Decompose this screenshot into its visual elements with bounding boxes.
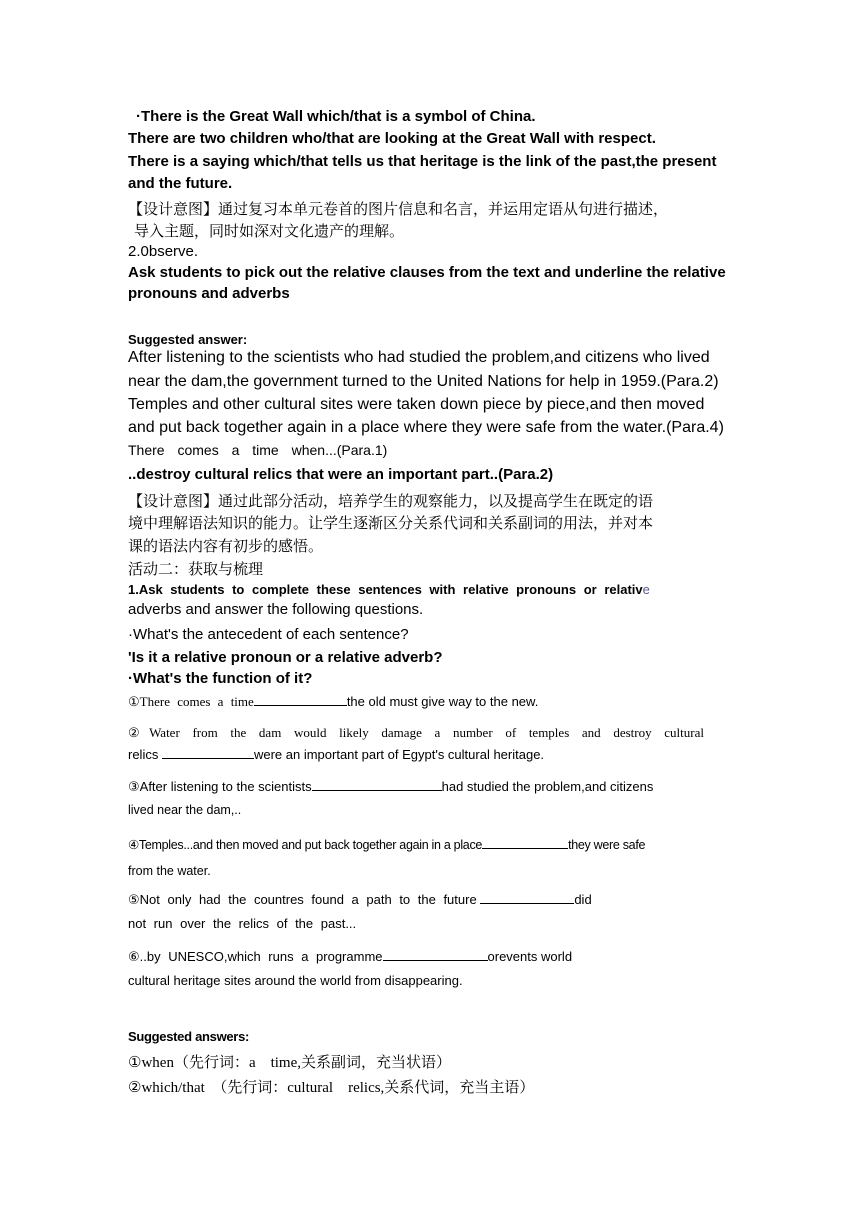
observe-task-line-1: Ask students to pick out the relative clauses from the text and underline the relative (128, 264, 726, 281)
sentence-2-line-2 (128, 746, 732, 762)
answer-1: ①when（先行词：a time,关系副词，充当状语） (128, 1055, 452, 1071)
activity-2-task-line-2: adverbs and answer the following questions. (128, 601, 424, 618)
observe-answer-line-2: near the dam,the government turned to the United Nations for help in 1959.(Para.2) (128, 373, 719, 390)
sentence-1-blank[interactable] (254, 693, 347, 706)
activity-2-title: 活动二：获取与梳理 (128, 562, 264, 578)
sentence-5-line-1 (128, 891, 732, 908)
sentence-5-line-2: not run over the relics of the past... (128, 916, 357, 931)
observe-answer-line-6: ..destroy cultural relics that were an important part..(Para.2) (128, 466, 554, 483)
observe-answer-line-5: There comes a time when...(Para.1) (128, 442, 388, 458)
observe-task-line-2: pronouns and adverbs (128, 285, 290, 302)
sentence-4-blank[interactable] (482, 836, 568, 849)
sentence-6-part-b: orevents world (487, 949, 573, 964)
sentence-5-part-a: ⑤Not only had the countres found a path to the future (128, 892, 477, 907)
suggested-answers-label: Suggested answers: (128, 1029, 250, 1044)
sentence-5-blank[interactable] (480, 891, 574, 904)
sentence-1-part-b: the old must give way to the new. (346, 694, 539, 709)
observe-answer-line-1: After listening to the scientists who had studied the problem,and citizens who lived (128, 349, 710, 366)
observe-answer-line-4: and put back together again in a place where they were safe from the water.(Para.4) (128, 419, 724, 436)
sentence-2-line-1: ②Water from the dam would likely damage a number of temples and destroy cultural (128, 725, 704, 740)
sentence-4-line-1 (128, 836, 732, 852)
sentence-6-part-a: ⑥..by UNESCO,which runs a programme (128, 949, 383, 964)
intro-line-4: and the future. (128, 175, 233, 192)
design-intent-2-line-1: 【设计意图】通过此部分活动，培养学生的观察能力，以及提高学生在既定的语 (128, 494, 654, 510)
design-intent-2-line-3: 课的语法内容有初步的感悟。 (128, 539, 324, 555)
design-intent-1-line-1: 【设计意图】通过复习本单元卷首的图片信息和名言，并运用定语从句进行描述， (128, 202, 669, 218)
suggested-answer-label: Suggested answer: (128, 332, 248, 347)
sentence-6-line-2: cultural heritage sites around the world from disappearing. (128, 973, 463, 988)
sentence-3-part-b: had studied the problem,and citizens (441, 779, 654, 794)
observe-heading: 2.0bserve. (128, 243, 199, 260)
sentence-6-blank[interactable] (383, 948, 488, 961)
intro-line-2: There are two children who/that are looking at the Great Wall with respect. (128, 130, 656, 147)
sentence-4-line-2: from the water. (128, 864, 211, 878)
question-1: ·What's the antecedent of each sentence? (128, 626, 409, 643)
answer-2: ②which/that （先行词：cultural relics,关系代词，充当主语） (128, 1080, 535, 1096)
intro-line-3: There is a saying which/that tells us that heritage is the link of the past,the present (128, 153, 717, 170)
sentence-2-blank[interactable] (162, 746, 254, 759)
sentence-3-line-1 (128, 778, 732, 795)
activity-2-task-line-1-tail: e (642, 582, 650, 597)
sentence-5-part-b: did (574, 892, 592, 907)
design-intent-2-line-2: 境中理解语法知识的能力。让学生逐渐区分关系代词和关系副词的用法，并对本 (128, 516, 654, 532)
sentence-4-part-b: they were safe (568, 838, 646, 852)
sentence-2-part-a: relics (128, 747, 159, 762)
sentence-6-line-1 (128, 948, 732, 965)
intro-line-1: ·There is the Great Wall which/that is a symbol of China. (136, 108, 536, 125)
question-3: ·What's the function of it? (128, 670, 313, 687)
observe-answer-line-3: Temples and other cultural sites were taken down piece by piece,and then moved (128, 396, 705, 413)
sentence-1 (128, 693, 732, 710)
sentence-4-part-a: ④Temples...and then moved and put back together again in a place (128, 838, 483, 852)
activity-2-task-line-1 (128, 582, 732, 597)
sentence-3-part-a: ③After listening to the scientists (128, 779, 312, 794)
sentence-3-blank[interactable] (312, 778, 442, 791)
sentence-1-part-a: ①There comes a time (128, 694, 254, 709)
design-intent-1-line-2: 导入主题，同时如深对文化遗产的理解。 (134, 224, 405, 240)
sentence-3-line-2: lived near the dam,.. (128, 803, 242, 817)
activity-2-task-line-1-main: 1.Ask students to complete these sentences with relative pronouns or relativ (128, 582, 643, 597)
question-2: 'Is it a relative pronoun or a relative adverb? (128, 649, 443, 666)
sentence-2-part-b: were an important part of Egypt's cultural heritage. (253, 747, 545, 762)
